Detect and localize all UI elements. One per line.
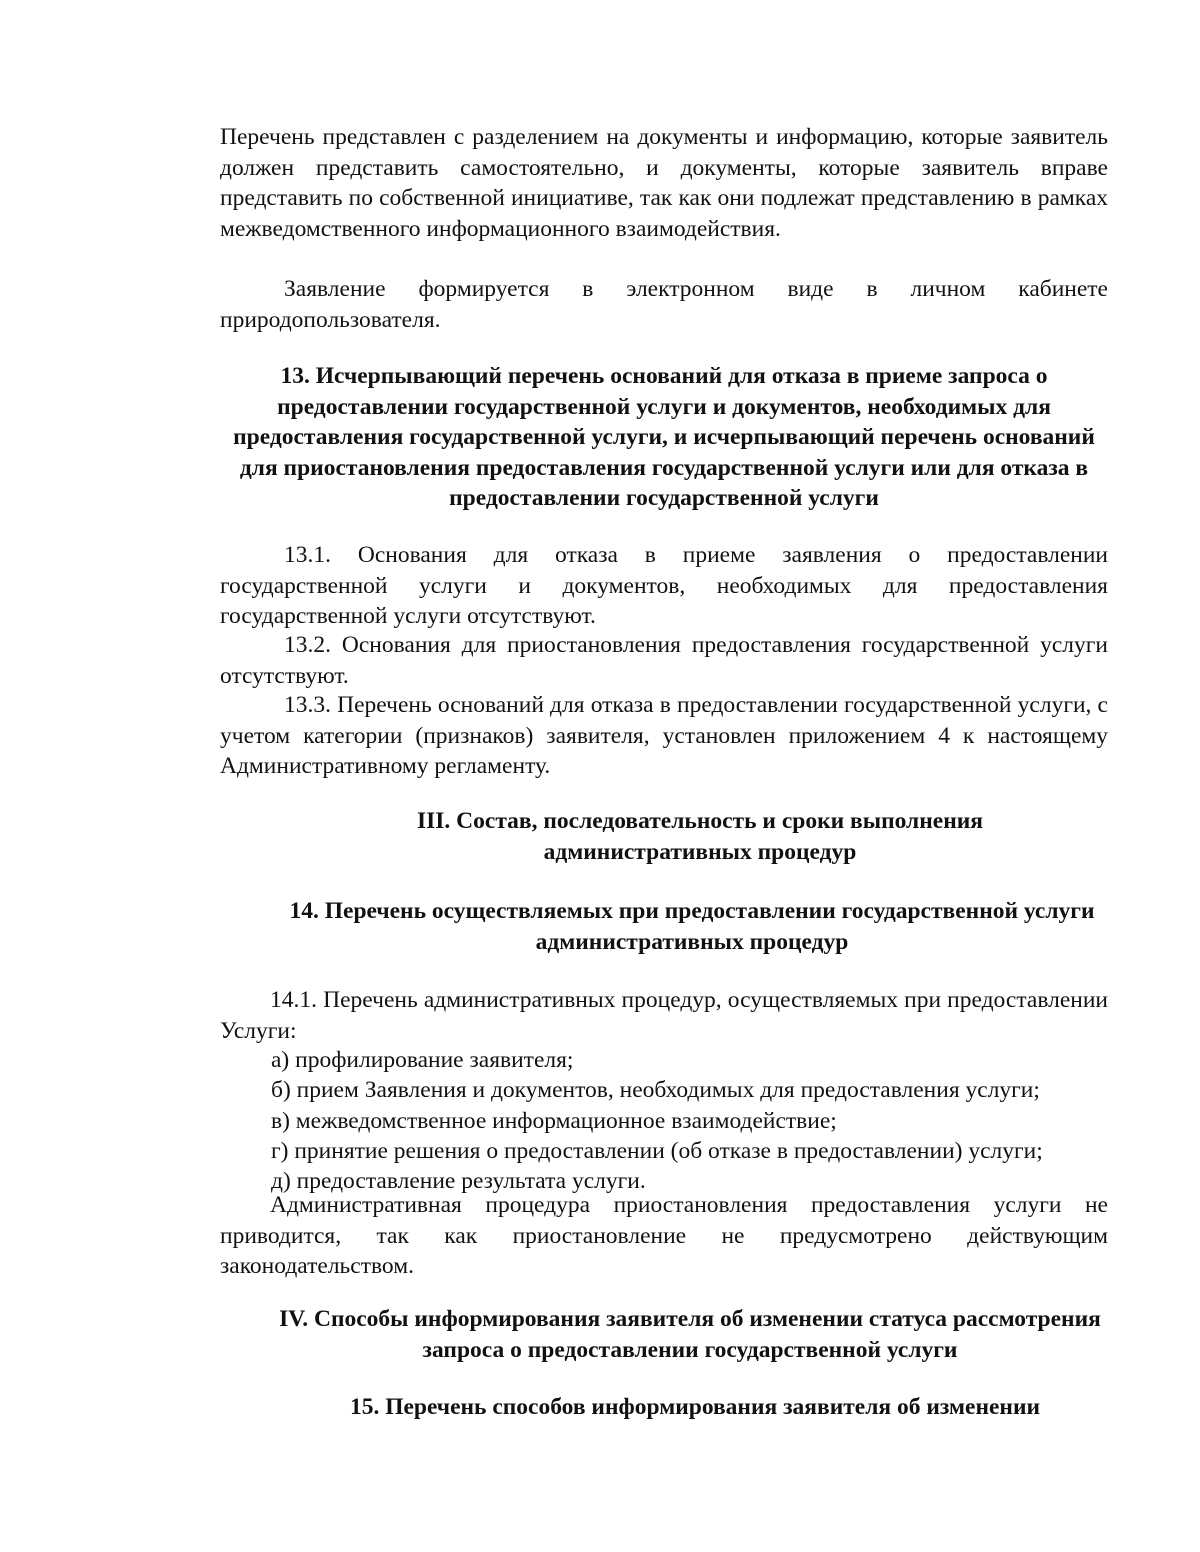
- list-item-v: в) межведомственное информационное взаимодействие;: [271, 1108, 837, 1134]
- list-item-g: г) принятие решения о предоставлении (об отказе в предоставлении) услуги;: [271, 1138, 1043, 1164]
- paragraph-documents-list: Перечень представлен с разделением на документы и информацию, которые заявитель должен представить самостоятельно, и документы, которые заявитель вправе представить по собственной инициативе, так как они подлежат представлению в рамках межведомственного информационного взаимодействия.: [220, 124, 1108, 242]
- paragraph-application-form: Заявление формируется в электронном виде в личном кабинете природопользователя.: [220, 276, 1108, 333]
- heading-section-13: 13. Исчерпывающий перечень оснований для отказа в приеме запроса о предоставлении государственной услуги и документов, необходимых для предоставления государственной услуги, и исчерпывающий перечень оснований для приостановления предоставления государственной услуги или для отказа в предоставлении государственной услуги: [233, 363, 1095, 511]
- paragraph-admin-procedure: Административная процедура приостановления предоставления услуги не приводится, так как приостановление не предусмотрено действующим законодательством.: [220, 1192, 1108, 1279]
- list-item-d: д) предоставление результата услуги.: [271, 1168, 646, 1194]
- list-item-a: а) профилирование заявителя;: [271, 1047, 574, 1073]
- heading-section-14: 14. Перечень осуществляемых при предоставлении государственной услуги административных процедур: [289, 898, 1095, 955]
- heading-section-15: 15. Перечень способов информирования заявителя об изменении: [349, 1394, 1041, 1420]
- paragraph-13-3: 13.3. Перечень оснований для отказа в предоставлении государственной услуги, с учетом категории (признаков) заявителя, установлен приложением 4 к настоящему Административному регламенту.: [220, 692, 1108, 779]
- paragraph-13-2: 13.2. Основания для приостановления предоставления государственной услуги отсутствуют.: [220, 632, 1108, 689]
- paragraph-14-1: 14.1. Перечень административных процедур, осуществляемых при предоставлении Услуги:: [220, 987, 1108, 1044]
- heading-chapter-3: III. Состав, последовательность и сроки выполнения административных процедур: [416, 808, 983, 865]
- heading-chapter-4: IV. Способы информирования заявителя об изменении статуса рассмотрения запроса о предоставлении государственной услуги: [279, 1306, 1101, 1363]
- paragraph-13-1: 13.1. Основания для отказа в приеме заявления о предоставлении государственной услуги и документов, необходимых для предоставления государственной услуги отсутствуют.: [220, 542, 1108, 629]
- list-item-b: б) прием Заявления и документов, необходимых для предоставления услуги;: [271, 1077, 1040, 1103]
